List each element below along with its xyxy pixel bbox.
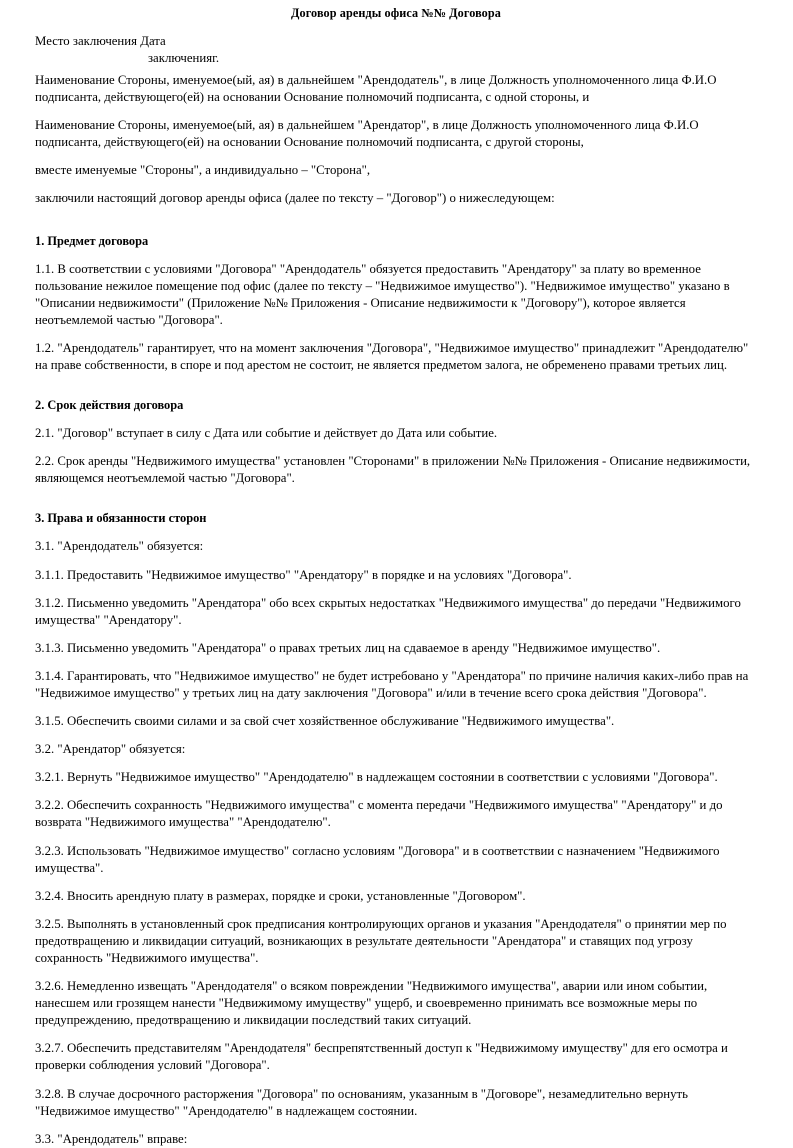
clause-3-2-7: 3.2.7. Обеспечить представителям "Арендодателя" беспрепятственный доступ к "Недвижимому имуществу" для его осмотра и проверки соблюдения условий "Договора".: [35, 1041, 728, 1073]
date-of-conclusion-line: заключенияг.: [148, 51, 220, 65]
clause-3-1-4: 3.1.4. Гарантировать, что "Недвижимое имущество" не будет истребовано у "Арендатора" по причине наличия каких-либо прав на "Недвижимое имущество" у третьих лиц на дату заключения "Договора" и/или в течение всего срока действия "Договора".: [35, 668, 749, 700]
clause-3-2-4: 3.2.4. Вносить арендную плату в размерах, порядке и сроки, установленные "Договором".: [35, 888, 526, 903]
section-heading-1: 1. Предмет договора: [35, 233, 149, 248]
clause-3-3: 3.3. "Арендодатель" вправе:: [35, 1131, 188, 1146]
clause-1-1: 1.1. В соответствии с условиями "Договора" "Арендодатель" обязуется предоставить "Арендатору" за плату во временное пользование нежилое помещение под офис (далее по тексту – "Недвижимое имущество"). "Недвижимое имущество" указано в "Описании недвижимости" (Приложение №№ Приложения - Описание недвижимости к "Договору"), которое является неотъемлемой частью "Договора".: [35, 261, 730, 327]
place-of-conclusion-line: Место заключения Дата: [35, 34, 166, 48]
clause-3-2-6: 3.2.6. Немедленно извещать "Арендодателя" о всяком повреждении "Недвижимого имущества", аварии или ином событии, нанесшем или грозящем нанести "Недвижимому имуществу" ущерб, и своевременно принимать все возможные меры по предупреждению, предотвращению и ликвидации последствий таких ситуаций.: [35, 979, 708, 1028]
preamble-paragraph: Наименование Стороны, именуемое(ый, ая) в дальнейшем "Арендатор", в лице Должность уполномоченного лица Ф.И.О подписанта, действующего(ей) на основании Основание полномочий подписанта, с другой стороны,: [35, 118, 699, 150]
clause-3-2-2: 3.2.2. Обеспечить сохранность "Недвижимого имущества" с момента передачи "Недвижимого имущества" "Арендатору" и до возврата "Недвижимого имущества" "Арендодателю".: [35, 798, 723, 830]
document-title: Договор аренды офиса №№ Договора: [291, 6, 501, 20]
clause-2-2: 2.2. Срок аренды "Недвижимого имущества" установлен "Сторонами" в приложении №№ Приложения - Описание недвижимости, являющемся неотъемлемой частью "Договора".: [35, 454, 751, 486]
preamble-paragraph: вместе именуемые "Стороны", а индивидуально – "Сторона",: [35, 163, 371, 178]
section-heading-2: 2. Срок действия договора: [35, 398, 184, 413]
preamble-paragraph: заключили настоящий договор аренды офиса (далее по тексту – "Договор") о нижеследующем:: [35, 191, 555, 206]
clause-3-2-8: 3.2.8. В случае досрочного расторжения "Договора" по основаниям, указанным в "Договоре", незамедлительно вернуть "Недвижимое имущество" "Арендодателю" в надлежащем состоянии.: [35, 1086, 688, 1118]
clause-2-1: 2.1. "Договор" вступает в силу с Дата или событие и действует до Дата или событие.: [35, 426, 498, 441]
clause-1-2: 1.2. "Арендодатель" гарантирует, что на момент заключения "Договора", "Недвижимое имущество" принадлежит "Арендодателю" на праве собственности, в споре и под арестом не состоит, не является предметом залога, не обременено правами третьих лиц.: [35, 340, 749, 373]
clause-3-2-3: 3.2.3. Использовать "Недвижимое имущество" согласно условиям "Договора" и в соответствии с назначением "Недвижимого имущества".: [35, 843, 720, 875]
clause-3-2: 3.2. "Арендатор" обязуется:: [35, 742, 186, 757]
clause-3-1-1: 3.1.1. Предоставить "Недвижимое имущество" "Арендатору" в порядке и на условиях "Договора".: [35, 567, 572, 582]
section-heading-3: 3. Права и обязанности сторон: [35, 511, 207, 526]
clause-3-1-5: 3.1.5. Обеспечить своими силами и за свой счет хозяйственное обслуживание "Недвижимого имущества".: [35, 714, 615, 729]
place-and-date-block: [35, 33, 757, 67]
clause-3-1: 3.1. "Арендодатель" обязуется:: [35, 539, 204, 554]
preamble-paragraph: Наименование Стороны, именуемое(ый, ая) в дальнейшем "Арендодатель", в лице Должность уполномоченного лица Ф.И.О подписанта, действующего(ей) на основании Основание полномочий подписанта, с одной стороны, и: [35, 73, 717, 105]
clause-3-2-5: 3.2.5. Выполнять в установленный срок предписания контролирующих органов и указания "Арендодателя" о принятии мер по предотвращению и ликвидации ситуаций, возникающих в результате деятельности "Арендатора" и ставящих под угрозу сохранность "Недвижимого имущества".: [35, 916, 727, 965]
clause-3-1-3: 3.1.3. Письменно уведомить "Арендатора" о правах третьих лиц на сдаваемое в аренду "Недвижимое имущество".: [35, 640, 661, 655]
clause-3-2-1: 3.2.1. Вернуть "Недвижимое имущество" "Арендодателю" в надлежащем состоянии в соответствии с условиями "Договора".: [35, 770, 718, 785]
clause-3-1-2: 3.1.2. Письменно уведомить "Арендатора" обо всех скрытых недостатках "Недвижимого имущества" до передачи "Недвижимого имущества" "Арендатору".: [35, 595, 741, 627]
